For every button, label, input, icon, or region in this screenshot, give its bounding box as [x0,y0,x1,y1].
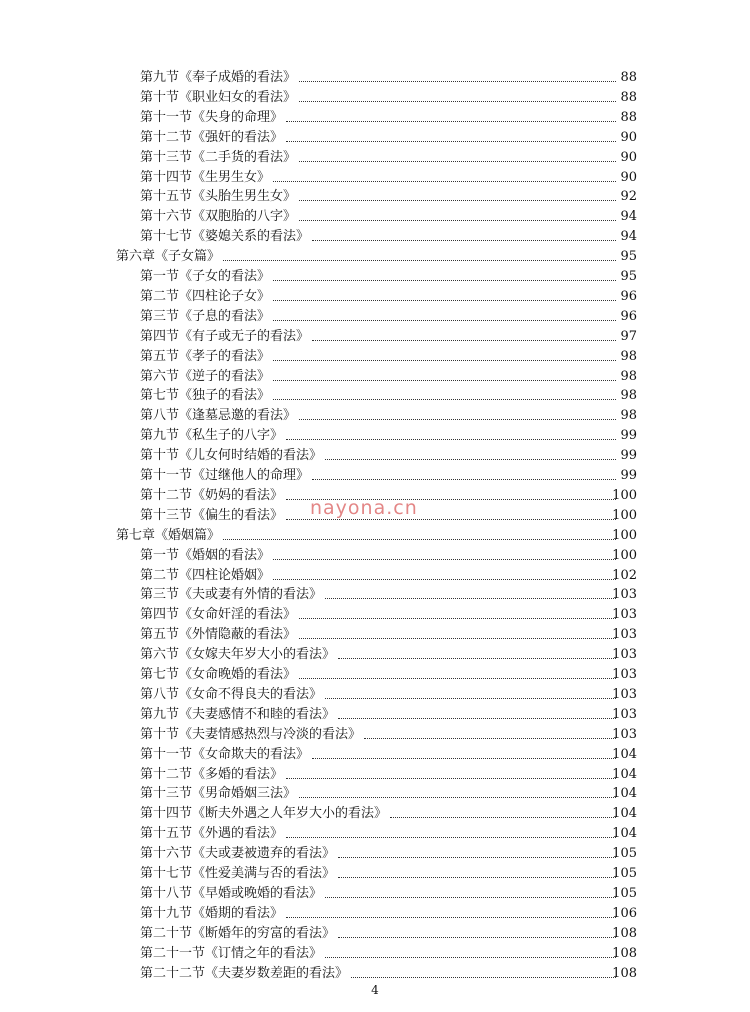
toc-entry-title: 第十七节《性爱美满与否的看法》 [140,866,336,881]
dot-leader [299,638,616,639]
toc-entry-title: 第十一节《过继他人的命理》 [140,468,310,483]
dot-leader [273,300,616,301]
toc-entry-title: 第二节《四柱论子女》 [140,288,271,304]
toc-entry-title: 第七章《婚姻篇》 [116,527,221,543]
dot-leader [299,797,616,798]
toc-entry-title: 第十三节《偏生的看法》 [140,507,284,523]
toc-entry-title: 第一节《子女的看法》 [140,269,271,284]
toc-entry-page: 103 [612,706,637,722]
toc-entry-page: 103 [612,587,637,603]
toc-entry-page: 92 [620,189,637,205]
toc-entry-title: 第十九节《婚期的看法》 [140,905,284,921]
toc-section-entry[interactable] [0,287,750,307]
toc-entry-page: 106 [612,905,637,921]
toc-entry-title: 第二十二节《夫妻岁数差距的看法》 [140,965,349,981]
dot-leader [286,778,616,779]
toc-entry-page: 103 [612,726,637,742]
dot-leader [299,161,616,162]
dot-leader [223,260,616,261]
toc-section-entry[interactable] [0,327,750,347]
toc-entry-page: 103 [612,627,637,643]
dot-leader [286,837,616,838]
toc-section-entry[interactable] [0,964,750,984]
toc-section-entry[interactable] [0,685,750,705]
toc-entry-page: 90 [620,169,637,185]
toc-entry-page: 105 [612,866,637,881]
toc-entry-page: 104 [612,806,637,822]
dot-leader [299,419,616,420]
dot-leader [273,559,616,560]
dot-leader [325,459,616,460]
toc-entry-page: 95 [620,269,637,284]
toc-entry-page: 104 [612,746,637,762]
dot-leader [273,181,616,182]
toc-section-entry[interactable] [0,88,750,108]
toc-section-entry[interactable] [0,347,750,367]
toc-section-entry[interactable] [0,625,750,645]
toc-entry-title: 第十一节《女命欺夫的看法》 [140,746,310,762]
dot-leader [299,101,616,102]
toc-entry-page: 90 [620,149,637,165]
toc-entry-page: 99 [620,448,637,464]
toc-entry-page: 100 [612,487,637,503]
dot-leader [273,579,616,580]
toc-entry-title: 第十四节《断夫外遇之人年岁大小的看法》 [140,806,388,822]
toc-entry-page: 99 [620,468,637,483]
toc-entry-title: 第九节《奉子成婚的看法》 [140,70,297,85]
toc-section-entry[interactable] [0,307,750,327]
toc-entry-page: 100 [612,527,637,543]
dot-leader [338,658,616,659]
toc-section-entry[interactable] [0,765,750,785]
dot-leader [223,539,616,540]
toc-entry-title: 第十七节《婆媳关系的看法》 [140,229,310,245]
toc-entry-page: 100 [612,547,637,563]
toc-entry-title: 第六章《子女篇》 [116,249,221,265]
toc-entry-page: 108 [612,965,637,981]
toc-entry-title: 第八节《逢墓忌邀的看法》 [140,408,297,424]
dot-leader [273,280,616,281]
dot-leader [325,598,616,599]
toc-entry-page: 90 [620,129,637,145]
toc-section-entry[interactable] [0,108,750,128]
toc-entry-page: 95 [620,249,637,265]
toc-entry-title: 第十节《夫妻情感热烈与冷淡的看法》 [140,726,362,742]
toc-section-entry[interactable] [0,784,750,804]
dot-leader [286,141,616,142]
toc-entry-title: 第十五节《外遇的看法》 [140,826,284,842]
toc-section-entry[interactable] [0,705,750,725]
dot-leader [299,81,616,82]
toc-section-entry[interactable] [0,386,750,406]
dot-leader [286,917,616,918]
dot-leader [338,937,616,938]
toc-entry-title: 第五节《外情隐蔽的看法》 [140,627,297,643]
toc-entry-title: 第十节《职业妇女的看法》 [140,89,297,105]
toc-chapter-entry[interactable] [0,247,750,267]
toc-entry-title: 第九节《夫妻感情不和睦的看法》 [140,706,336,722]
toc-section-entry[interactable] [0,446,750,466]
dot-leader [312,340,616,341]
toc-entry-page: 104 [612,826,637,842]
toc-entry-page: 88 [620,89,637,105]
toc-section-entry[interactable] [0,924,750,944]
dot-leader [299,200,616,201]
toc-section-entry[interactable] [0,148,750,168]
toc-entry-page: 103 [612,647,637,663]
toc-entry-page: 108 [612,945,637,961]
dot-leader [325,897,616,898]
toc-entry-title: 第七节《独子的看法》 [140,388,271,404]
toc-section-entry[interactable] [0,904,750,924]
watermark: nayona.cn [310,497,418,519]
toc-entry-page: 98 [620,368,637,384]
toc-entry-page: 96 [620,308,637,324]
toc-chapter-entry[interactable] [0,526,750,546]
dot-leader [273,399,616,400]
toc-entry-page: 94 [620,229,637,245]
dot-leader [338,718,616,719]
toc-section-entry[interactable] [0,585,750,605]
dot-leader [299,220,616,221]
toc-entry-page: 103 [612,667,637,682]
dot-leader [312,479,616,480]
toc-entry-title: 第十八节《早婚或晚婚的看法》 [140,885,323,901]
toc-entry-title: 第二节《四柱论婚姻》 [140,567,271,583]
toc-section-entry[interactable] [0,546,750,566]
toc-section-entry[interactable] [0,864,750,884]
dot-leader [299,678,616,679]
toc-section-entry[interactable] [0,367,750,387]
toc-entry-title: 第六节《女嫁夫年岁大小的看法》 [140,647,336,663]
toc-entry-title: 第三节《子息的看法》 [140,308,271,324]
dot-leader [390,817,616,818]
toc-entry-page: 98 [620,388,637,404]
toc-entry-page: 96 [620,288,637,304]
toc-entry-page: 98 [620,348,637,364]
toc-entry-title: 第十三节《二手货的看法》 [140,149,297,165]
toc-entry-page: 105 [612,885,637,901]
dot-leader [312,240,616,241]
toc-entry-title: 第十三节《男命婚姻三法》 [140,786,297,802]
toc-entry-page: 104 [612,766,637,782]
toc-entry-page: 98 [620,408,637,424]
toc-entry-title: 第一节《婚姻的看法》 [140,547,271,563]
toc-entry-title: 第十二节《多婚的看法》 [140,766,284,782]
toc-entry-page: 105 [612,846,637,862]
toc-section-entry[interactable] [0,187,750,207]
dot-leader [273,360,616,361]
dot-leader [338,877,616,878]
toc-section-entry[interactable] [0,944,750,964]
toc-entry-page: 103 [612,607,637,623]
toc-entry-page: 103 [612,686,637,702]
toc-section-entry[interactable] [0,804,750,824]
toc-section-entry[interactable] [0,844,750,864]
dot-leader [273,320,616,321]
toc-entry-title: 第十二节《强奸的看法》 [140,129,284,145]
toc-section-entry[interactable] [0,824,750,844]
toc-entry-page: 102 [612,567,637,583]
toc-entry-title: 第十一节《失身的命理》 [140,109,284,125]
toc-entry-page: 97 [620,328,637,344]
toc-section-entry[interactable] [0,725,750,745]
toc-section-entry[interactable] [0,745,750,765]
toc-section-entry[interactable] [0,267,750,287]
toc-entry-title: 第七节《女命晚婚的看法》 [140,667,297,682]
toc-section-entry[interactable] [0,406,750,426]
toc-entry-page: 108 [612,925,637,941]
toc-entry-page: 88 [620,70,637,85]
toc-section-entry[interactable] [0,645,750,665]
dot-leader [273,380,616,381]
dot-leader [364,738,616,739]
toc-entry-title: 第十节《儿女何时结婚的看法》 [140,448,323,464]
toc-entry-title: 第二十节《断婚年的穷富的看法》 [140,925,336,941]
toc-entry-page: 94 [620,209,637,225]
toc-entry-title: 第十五节《头胎生男生女》 [140,189,297,205]
toc-entry-page: 104 [612,786,637,802]
toc-section-entry[interactable] [0,605,750,625]
toc-entry-title: 第三节《夫或妻有外情的看法》 [140,587,323,603]
toc-entry-title: 第十六节《双胞胎的八字》 [140,209,297,225]
toc-section-entry[interactable] [0,426,750,446]
toc-entry-page: 88 [620,109,637,125]
toc-entry-title: 第四节《有子或无子的看法》 [140,328,310,344]
toc-section-entry[interactable] [0,207,750,227]
dot-leader [325,957,616,958]
toc-section-entry[interactable] [0,466,750,486]
toc-entry-page: 99 [620,428,637,444]
toc-entry-title: 第十二节《奶妈的看法》 [140,487,284,503]
toc-section-entry[interactable] [0,665,750,685]
toc-entry-page: 100 [612,507,637,523]
dot-leader [325,698,616,699]
dot-leader [299,618,616,619]
toc-section-entry[interactable] [0,68,750,88]
toc-entry-title: 第六节《逆子的看法》 [140,368,271,384]
toc-section-entry[interactable] [0,884,750,904]
toc-entry-title: 第九节《私生子的八字》 [140,428,284,444]
toc-section-entry[interactable] [0,128,750,148]
dot-leader [351,977,616,978]
dot-leader [286,121,616,122]
toc-entry-title: 第二十一节《订情之年的看法》 [140,945,323,961]
toc-entry-title: 第四节《女命奸淫的看法》 [140,607,297,623]
dot-leader [312,758,616,759]
toc-entry-title: 第八节《女命不得良夫的看法》 [140,686,323,702]
page-number: 4 [371,983,379,997]
dot-leader [286,439,616,440]
toc-section-entry[interactable] [0,566,750,586]
dot-leader [338,857,616,858]
toc-entry-title: 第十六节《夫或妻被遗弃的看法》 [140,846,336,862]
toc-entry-title: 第十四节《生男生女》 [140,169,271,185]
toc-section-entry[interactable] [0,227,750,247]
toc-entry-title: 第五节《孝子的看法》 [140,348,271,364]
toc-section-entry[interactable] [0,168,750,188]
